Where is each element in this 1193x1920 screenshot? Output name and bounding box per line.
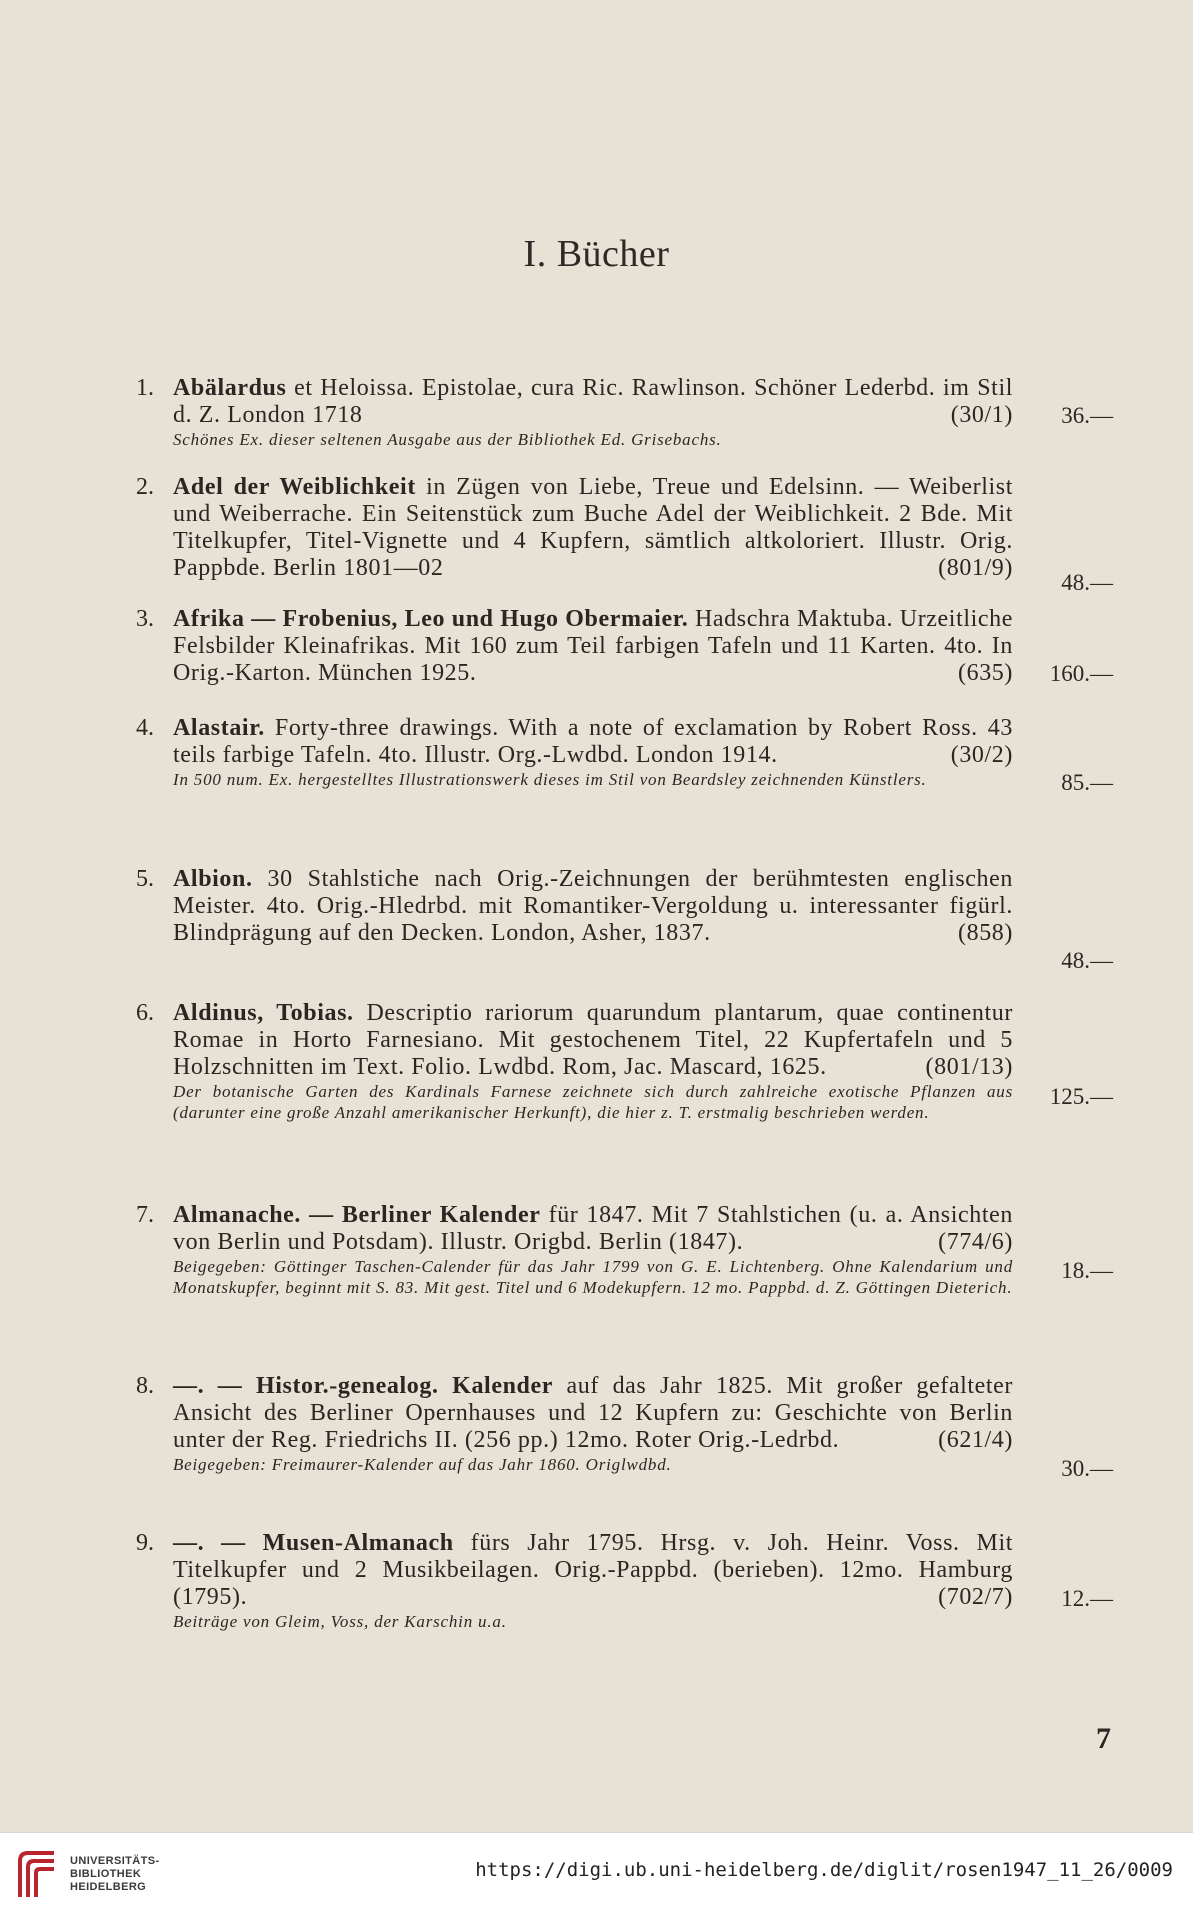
entry-price: 85.—	[1061, 770, 1113, 795]
entry-price: 36.—	[1061, 403, 1113, 428]
entry-body	[173, 715, 1013, 790]
entry-text: fürs Jahr 1795. Hrsg. v. Joh. Heinr. Voss. Mit Titelkupfer und 2 Musikbeilagen. Orig.-Pappbd. (berieben). 12mo. Hamburg (1795).	[173, 1530, 1014, 1610]
entry-price: 48.—	[1061, 570, 1113, 595]
entry-text: et Heloissa. Epistolae, cura Ric. Rawlinson. Schöner Lederbd. im Stil d. Z. London 1718	[173, 375, 1013, 428]
entry-ref: (30/2)	[950, 742, 1013, 768]
entry-number: 6.	[136, 1000, 154, 1026]
entry-price: 160.—	[1049, 661, 1113, 686]
entry-number: 1.	[136, 375, 154, 401]
entry-note: Beigegeben: Freimaurer-Kalender auf das Jahr 1860. Origlwdbd.	[173, 1455, 672, 1474]
entry-number: 2.	[136, 474, 154, 500]
section-heading: I. Bücher	[523, 233, 670, 275]
entry-ref: (702/7)	[938, 1584, 1013, 1610]
page-number: 7	[1096, 1722, 1111, 1755]
entry-number: 3.	[136, 606, 154, 632]
entry-ref: (858)	[958, 920, 1013, 946]
entry-ref: (30/1)	[950, 402, 1013, 428]
entry-number: 8.	[136, 1373, 154, 1399]
entry-body	[173, 375, 1013, 450]
entry-ref: (801/9)	[938, 555, 1013, 581]
entry-title: —. — Histor.-genealog. Kalender	[173, 1373, 553, 1399]
entry-ref: (801/13)	[925, 1054, 1013, 1080]
entry-body	[173, 1373, 1013, 1475]
entry-title: Almanache. — Berliner Kalender	[173, 1202, 541, 1228]
entry-number: 4.	[136, 715, 154, 741]
entry-title: —. — Musen-Almanach	[173, 1530, 454, 1556]
entry-title: Adel der Weiblichkeit	[173, 474, 416, 500]
entry-number: 5.	[136, 866, 154, 892]
entry-price: 18.—	[1061, 1258, 1113, 1283]
entry-body	[173, 866, 1013, 947]
entry-body	[173, 1000, 1013, 1123]
entry-text: auf das Jahr 1825. Mit großer gefalteter Ansicht des Berliner Opernhauses und 12 Kupfern zu: Geschichte von Berlin unter der Reg. Friedrichs II. (256 pp.) 12mo. Roter Orig.-Ledrbd.	[173, 1373, 1013, 1453]
entry-body	[173, 474, 1013, 582]
entry-ref: (621/4)	[938, 1427, 1013, 1453]
entry-text: für 1847. Mit 7 Stahlstichen (u. a. Ansichten von Berlin und Potsdam). Illustr. Origbd. Berlin (1847).	[173, 1202, 1013, 1255]
entry-note: Der botanische Garten des Kardinals Farnese zeichnete sich durch zahlreiche exotische Pflanzen aus (darunter eine große Anzahl amerikanischer Herkunft), die hier z. T. erstmalig beschrieben werden.	[173, 1082, 1013, 1122]
viewer-footer	[0, 1832, 1193, 1920]
entry-title: Alastair.	[173, 715, 265, 741]
entry-text: in Zügen von Liebe, Treue und Edelsinn. — Weiberlist und Weiberrache. Ein Seitenstück zum Buche Adel der Weiblichkeit. 2 Bde. Mit Titelkupfer, Titel-Vignette und 4 Kupfern, sämtlich altkoloriert. Illustr. Orig. Pappbde. Berlin 1801—02	[173, 474, 1013, 581]
entry-price: 30.—	[1061, 1456, 1113, 1481]
entry-body	[173, 606, 1013, 687]
entry-number: 9.	[136, 1530, 154, 1556]
entry-text: 30 Stahlstiche nach Orig.-Zeichnungen der berühmtesten englischen Meister. 4to. Orig.-Hledrbd. mit Romantiker-Vergoldung u. interessanter figürl. Blindprägung auf den Decken. London, Asher, 1837.	[173, 866, 1013, 946]
entry-body	[173, 1202, 1013, 1298]
entry-text: Hadschra Maktuba. Urzeitliche Felsbilder Kleinafrikas. Mit 160 zum Teil farbigen Tafeln und 11 Karten. 4to. In Orig.-Karton. München 1925.	[173, 606, 1013, 686]
entry-text: Forty-three drawings. With a note of exclamation by Robert Ross. 43 teils farbige Tafeln. 4to. Illustr. Org.-Lwdbd. London 1914.	[173, 715, 1013, 768]
library-logo-icon[interactable]	[14, 1847, 64, 1905]
entry-text: Descriptio rariorum quarundum plantarum, quae continentur Romae in Horto Farnesiano. Mit gestochenem Titel, 22 Kupfertafeln und 5 Holzschnitten im Text. Folio. Lwdbd. Rom, Jac. Mascard, 1625.	[173, 1000, 1013, 1080]
entry-price: 125.—	[1049, 1084, 1113, 1109]
entry-ref: (635)	[958, 660, 1013, 686]
entry-price: 12.—	[1061, 1586, 1113, 1611]
document-url[interactable]: https://digi.ub.uni-heidelberg.de/diglit/rosen1947_11_26/0009	[475, 1859, 1173, 1881]
entry-title: Aldinus, Tobias.	[173, 1000, 354, 1026]
library-name: UNIVERSITÄTS- BIBLIOTHEK HEIDELBERG	[70, 1855, 160, 1893]
entry-price: 48.—	[1061, 948, 1113, 973]
entry-title: Albion.	[173, 866, 253, 892]
entry-title: Abälardus	[173, 375, 287, 401]
entry-title: Afrika — Frobenius, Leo und Hugo Obermaier.	[173, 606, 689, 632]
entry-note: Beigegeben: Göttinger Taschen-Calender für das Jahr 1799 von G. E. Lichtenberg. Ohne Kalendarium und Monatskupfer, beginnt mit S. 83. Mit gest. Titel und 6 Modekupfern. 12 mo. Pappbd. d. Z. Göttingen Dieterich.	[173, 1257, 1013, 1297]
entry-number: 7.	[136, 1202, 154, 1228]
entry-ref: (774/6)	[938, 1229, 1013, 1255]
entry-note: Schönes Ex. dieser seltenen Ausgabe aus der Bibliothek Ed. Grisebachs.	[173, 430, 722, 449]
entry-note: In 500 num. Ex. hergestelltes Illustrationswerk dieses im Stil von Beardsley zeichnenden Künstlers.	[173, 770, 927, 789]
entry-body	[173, 1530, 1013, 1632]
entry-note: Beiträge von Gleim, Voss, der Karschin u.a.	[173, 1612, 507, 1631]
